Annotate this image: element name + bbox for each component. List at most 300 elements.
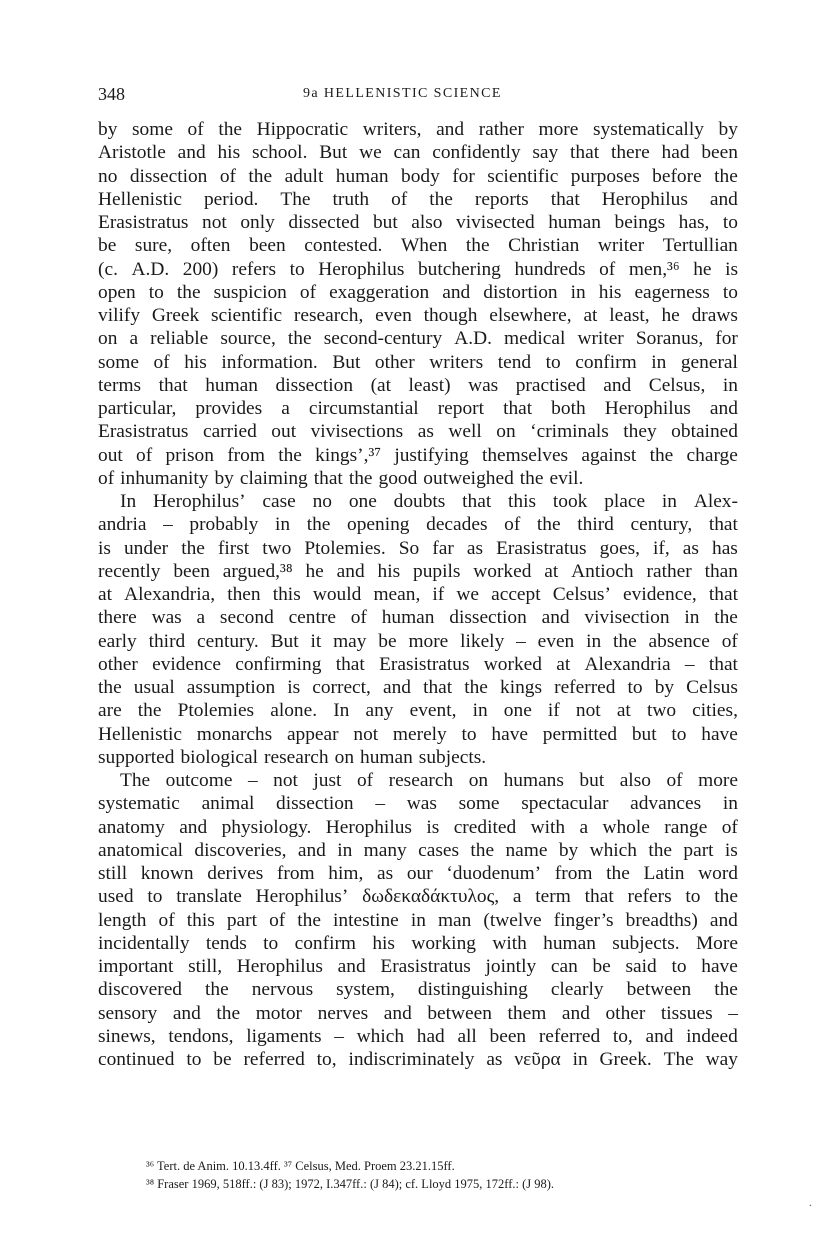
word: Hellenistic xyxy=(98,188,183,210)
text-line xyxy=(98,281,738,304)
word: Herophilus xyxy=(236,956,323,977)
text-line xyxy=(98,467,738,490)
word: accept xyxy=(491,584,541,605)
word: and xyxy=(541,607,570,629)
word: terms xyxy=(98,374,142,396)
word: can xyxy=(393,142,421,164)
word: worked xyxy=(473,560,532,582)
text-line xyxy=(98,839,738,862)
word: Celsus xyxy=(686,677,738,698)
word: Erasistratus xyxy=(379,653,470,675)
word: on xyxy=(98,328,118,350)
word: human xyxy=(548,212,601,233)
word: body xyxy=(401,165,440,187)
word: say xyxy=(532,142,559,164)
word: for xyxy=(715,328,738,350)
word: breadths) xyxy=(625,909,698,931)
word: the xyxy=(464,677,488,698)
word: a xyxy=(579,816,589,838)
word: have xyxy=(491,723,528,745)
word: is xyxy=(426,816,440,838)
page-number: 348 xyxy=(98,84,125,104)
word: to xyxy=(671,723,687,745)
word: known xyxy=(140,863,194,884)
word: 200) xyxy=(182,258,219,280)
word: by xyxy=(98,119,118,140)
word: been xyxy=(489,1025,527,1047)
word: and xyxy=(382,677,411,698)
word: the xyxy=(137,700,162,722)
word: word xyxy=(698,863,738,884)
word: not xyxy=(575,700,601,722)
word: the xyxy=(714,886,738,908)
word: the xyxy=(287,328,312,350)
word: correct, xyxy=(312,677,371,698)
word: this xyxy=(508,491,537,512)
word: on xyxy=(334,746,355,768)
word: confirm xyxy=(294,932,356,954)
word: Herophilus’ xyxy=(255,886,349,908)
text-line xyxy=(98,932,738,955)
word: appear xyxy=(286,723,339,745)
text-line xyxy=(98,955,738,978)
word: some xyxy=(458,793,500,815)
word: referred xyxy=(554,677,616,698)
word: Latin xyxy=(643,863,685,884)
word: other xyxy=(98,653,138,675)
word: confidently xyxy=(432,142,521,164)
word: derives xyxy=(207,863,264,884)
word: way xyxy=(705,1049,738,1070)
word: of xyxy=(136,444,153,466)
word: Christian xyxy=(508,235,580,257)
word: intestine xyxy=(333,909,399,931)
word: has, xyxy=(678,212,710,233)
word: in xyxy=(661,491,677,512)
word: him, xyxy=(328,863,364,884)
word: probably xyxy=(189,514,259,536)
text-line xyxy=(98,1025,738,1048)
word: of xyxy=(666,770,683,791)
word: was xyxy=(151,607,182,629)
word: discoveries, xyxy=(194,839,287,861)
word: out xyxy=(271,421,297,443)
word: evidence xyxy=(152,653,222,675)
word: research xyxy=(264,746,329,768)
word: More xyxy=(695,932,738,954)
word: the xyxy=(714,165,738,187)
word: the xyxy=(536,514,561,536)
word: anatomy xyxy=(98,816,165,838)
word: merely xyxy=(392,723,447,745)
word: Herophilus xyxy=(325,816,412,838)
word: and xyxy=(172,1002,201,1024)
text-line xyxy=(98,978,738,1001)
word: part xyxy=(683,839,714,861)
text-line xyxy=(98,118,738,141)
word: the xyxy=(181,537,205,559)
word: the xyxy=(470,839,495,861)
word: ‘duodenum’ xyxy=(446,863,542,884)
word: practised xyxy=(515,374,586,396)
word: whole xyxy=(602,816,650,838)
word: tendons, xyxy=(168,1025,234,1047)
text-line xyxy=(98,258,738,281)
word: is xyxy=(725,258,738,280)
word: may xyxy=(333,630,367,652)
word: two xyxy=(262,537,292,559)
word: at xyxy=(616,700,631,722)
word: physiology. xyxy=(221,816,312,838)
word: Erasistratus xyxy=(380,956,471,977)
word: dissection xyxy=(276,793,354,815)
word: recently xyxy=(98,560,161,582)
word: Hippocratic xyxy=(256,119,349,140)
word: discovered xyxy=(98,979,182,1001)
word: spectacular xyxy=(521,793,609,815)
text-line xyxy=(98,1048,738,1071)
word: on xyxy=(496,421,516,443)
word: indeed xyxy=(686,1025,738,1047)
word: also xyxy=(411,212,443,233)
word: systematically xyxy=(592,119,704,140)
word: that xyxy=(550,188,580,210)
word: century. xyxy=(197,630,259,652)
word: of xyxy=(350,607,367,629)
text-line xyxy=(98,792,738,815)
text-line xyxy=(98,537,738,560)
word: Herophilus xyxy=(318,258,405,280)
word: (c. xyxy=(98,258,118,280)
word: then xyxy=(227,584,261,605)
word: obtained xyxy=(671,421,738,443)
word: to xyxy=(148,281,164,303)
word: to xyxy=(671,956,687,977)
word: his xyxy=(217,142,241,164)
word: took xyxy=(552,491,588,512)
word: that xyxy=(708,653,738,675)
word: alone. xyxy=(270,700,318,722)
word: vivisection xyxy=(584,607,670,629)
word: a xyxy=(281,398,290,419)
word: justifying xyxy=(394,444,469,466)
text-line xyxy=(98,188,738,211)
word: – xyxy=(334,1025,344,1047)
word: permitted xyxy=(542,723,618,745)
word: confirm xyxy=(575,351,637,373)
word: the xyxy=(648,839,673,861)
word: subjects. xyxy=(612,932,680,954)
word: assumption xyxy=(186,677,276,698)
word: some xyxy=(132,119,173,140)
word: that xyxy=(423,677,453,698)
word: and xyxy=(561,1002,590,1024)
text-line xyxy=(98,885,738,908)
word: been xyxy=(173,560,210,582)
word: human xyxy=(381,607,435,629)
word: which xyxy=(589,839,637,861)
word: men,³⁶ xyxy=(628,258,680,280)
word: this xyxy=(186,909,215,931)
word: more xyxy=(698,770,738,791)
word: finger’s xyxy=(553,909,614,931)
word: (at xyxy=(370,374,392,396)
word: reports xyxy=(474,188,529,210)
word: a xyxy=(129,328,139,350)
word: But xyxy=(332,351,361,373)
word: in xyxy=(274,514,291,536)
word: to, xyxy=(316,1049,337,1070)
word: to xyxy=(627,677,643,698)
word: evidence, xyxy=(623,584,697,605)
word: report xyxy=(437,398,485,419)
word: elsewhere, xyxy=(489,305,572,326)
word: early xyxy=(98,630,137,652)
word: dissection xyxy=(129,165,208,187)
word: supported xyxy=(98,746,175,768)
word: Erasistratus xyxy=(496,537,587,559)
word: of xyxy=(721,630,738,652)
word: likely xyxy=(460,630,505,652)
word: rather xyxy=(478,119,524,140)
word: by xyxy=(654,677,675,698)
word: refers xyxy=(627,886,672,908)
word: and xyxy=(645,1025,674,1047)
text-line xyxy=(98,211,738,234)
word: they xyxy=(623,421,657,443)
text-line xyxy=(98,746,738,769)
word: and xyxy=(709,398,738,419)
word: it xyxy=(310,630,322,652)
word: open xyxy=(98,281,136,303)
word: has xyxy=(712,537,738,559)
word: pupils xyxy=(413,560,461,582)
word: anatomical xyxy=(98,839,184,861)
word: information. xyxy=(221,351,318,373)
word: a xyxy=(196,607,206,629)
word: and xyxy=(297,839,326,861)
word: be xyxy=(98,235,117,257)
word: Herophilus xyxy=(604,398,691,419)
word: term xyxy=(535,886,571,908)
word: carried xyxy=(202,421,257,443)
word: sure, xyxy=(134,235,173,257)
word: on xyxy=(468,770,489,791)
word: Celsus, xyxy=(648,374,706,396)
word: cases xyxy=(418,839,460,861)
word: and xyxy=(383,1002,412,1024)
word: of xyxy=(158,909,175,931)
word: if xyxy=(432,584,445,605)
word: as xyxy=(682,537,699,559)
word: doubts xyxy=(393,491,446,512)
word: truth xyxy=(332,188,370,210)
word: of xyxy=(721,816,738,838)
text-line xyxy=(98,513,738,536)
word: had xyxy=(416,1025,445,1047)
word: evil. xyxy=(549,467,584,489)
word: least, xyxy=(609,305,650,326)
text-line xyxy=(98,862,738,885)
word: the xyxy=(649,444,674,466)
word: with xyxy=(492,932,527,954)
word: – xyxy=(516,630,526,652)
word: against xyxy=(581,444,637,466)
word: (twelve xyxy=(483,909,542,931)
word: of xyxy=(504,514,521,536)
word: suspicion xyxy=(213,281,287,303)
text-line xyxy=(98,490,738,513)
word: is xyxy=(724,839,738,861)
word: no xyxy=(312,491,332,512)
word: and xyxy=(436,119,465,140)
word: first xyxy=(217,537,250,559)
word: than xyxy=(704,560,738,582)
word: well xyxy=(448,421,482,443)
word: of xyxy=(391,188,408,210)
word: claiming xyxy=(239,467,308,489)
word: good xyxy=(378,467,418,489)
word: general xyxy=(680,351,738,373)
word: our xyxy=(406,863,433,884)
word: inhumanity xyxy=(120,467,209,489)
word: – xyxy=(728,1002,738,1024)
word: incidentally xyxy=(98,932,190,954)
word: prison xyxy=(165,444,214,466)
word: be xyxy=(378,630,397,652)
word: medical xyxy=(504,328,566,350)
word: the xyxy=(218,119,243,140)
word: kings xyxy=(500,677,543,698)
word: biological xyxy=(180,746,259,768)
page-header xyxy=(98,84,738,104)
word: often xyxy=(190,235,231,257)
text-line xyxy=(98,234,738,257)
word: to xyxy=(685,886,701,908)
word: man xyxy=(437,909,472,931)
word: A.D. xyxy=(454,328,492,350)
word: – xyxy=(375,793,386,815)
word: in xyxy=(651,351,667,373)
word: referred xyxy=(243,1049,305,1070)
word: and xyxy=(603,374,632,396)
word: to xyxy=(545,351,561,373)
word: still xyxy=(98,863,128,884)
word: dissected xyxy=(288,212,360,233)
text-line xyxy=(98,676,738,699)
text-line xyxy=(98,606,738,629)
word: dissection xyxy=(449,607,527,629)
word: source, xyxy=(220,328,276,350)
word: δωδεκαδάκτυλος, xyxy=(362,886,500,908)
word: referred xyxy=(538,1025,601,1047)
word: school. xyxy=(251,142,308,164)
text-line xyxy=(98,304,738,327)
text-line xyxy=(98,583,738,606)
word: at xyxy=(556,653,571,675)
word: Aristotle xyxy=(98,142,166,164)
word: second-century xyxy=(323,328,443,350)
word: refers xyxy=(231,258,276,280)
word: the xyxy=(613,630,637,652)
word: human xyxy=(205,374,258,396)
word: two xyxy=(646,700,677,722)
word: charge xyxy=(686,444,738,466)
word: both xyxy=(551,398,586,419)
word: by xyxy=(214,467,234,489)
word: opening xyxy=(347,514,410,536)
word: he xyxy=(661,305,680,326)
word: his xyxy=(377,560,401,582)
word: – xyxy=(684,653,695,675)
word: but xyxy=(372,212,398,233)
text-line xyxy=(98,909,738,932)
word: writer xyxy=(597,235,645,257)
word: by xyxy=(558,839,579,861)
text-line xyxy=(98,165,738,188)
footnote: ³⁶ Tert. de Anim. 10.13.4ff. ³⁷ Celsus, Med. Proem 23.21.15ff. xyxy=(146,1159,455,1173)
word: the xyxy=(714,607,738,629)
word: as xyxy=(486,1049,503,1070)
word: to xyxy=(186,1049,202,1070)
word: of xyxy=(219,165,236,187)
word: the xyxy=(348,467,373,489)
word: was xyxy=(468,374,499,396)
word: reliable xyxy=(150,328,209,350)
word: from xyxy=(227,444,265,466)
word: research xyxy=(388,770,454,791)
word: in xyxy=(570,281,586,303)
word: and xyxy=(709,188,738,210)
word: that xyxy=(584,886,614,908)
word: eagerness xyxy=(634,281,710,303)
word: hundreds xyxy=(514,258,586,280)
footnote: ³⁸ Fraser 1969, 518ff.: (J 83); 1972, I.347ff.: (J 84); cf. Lloyd 1975, 172ff.: (J 98). xyxy=(146,1177,555,1191)
word: to xyxy=(722,212,738,233)
word: also xyxy=(619,770,651,791)
word: and xyxy=(177,142,206,164)
word: but xyxy=(631,723,657,745)
word: and xyxy=(709,909,738,931)
word: as xyxy=(417,421,434,443)
word: exaggeration xyxy=(329,281,430,303)
word: scientific xyxy=(487,165,559,187)
word: and xyxy=(179,816,208,838)
word: A.D. xyxy=(131,258,170,280)
word: tends xyxy=(205,932,247,954)
word: working xyxy=(411,932,476,954)
word: that xyxy=(335,653,365,675)
word: between xyxy=(427,1002,492,1024)
word: many xyxy=(363,839,407,861)
word: When xyxy=(400,235,448,257)
footer-mark: . xyxy=(809,1195,812,1209)
word: one xyxy=(348,491,377,512)
word: period. xyxy=(203,188,259,210)
word: far xyxy=(432,537,454,559)
word: goes, xyxy=(599,537,640,559)
word: can xyxy=(550,956,578,977)
word: in xyxy=(586,630,602,652)
word: his xyxy=(598,281,622,303)
word: all xyxy=(457,1025,477,1047)
word: been xyxy=(249,235,286,257)
word: circumstantial xyxy=(308,398,419,419)
word: andria xyxy=(98,514,147,536)
word: the xyxy=(248,165,273,187)
word: the xyxy=(216,1002,241,1024)
word: humans xyxy=(503,770,564,791)
